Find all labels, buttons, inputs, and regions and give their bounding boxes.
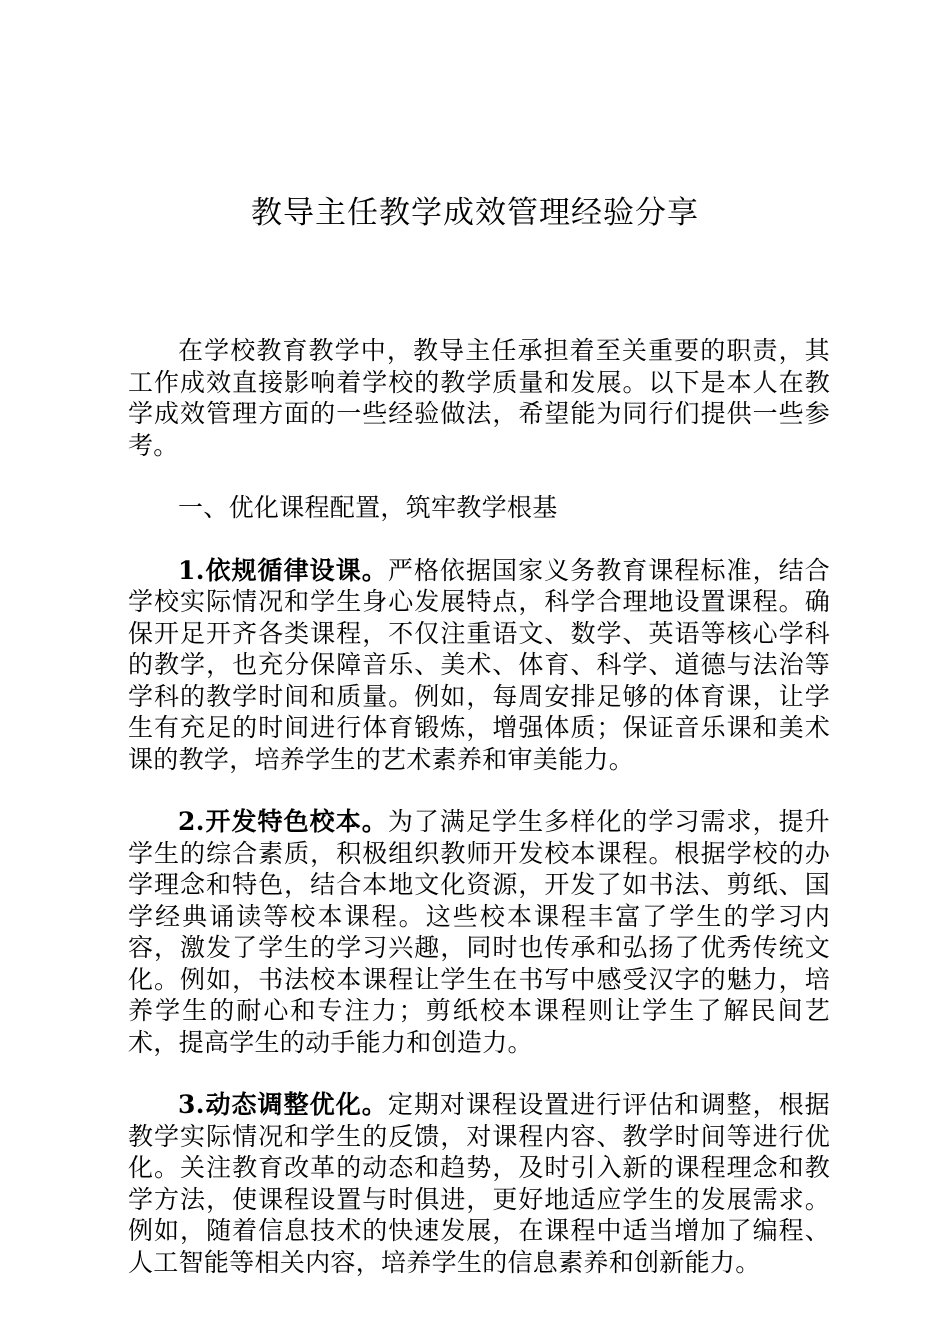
list-item [128, 806, 830, 1058]
item-text: 为了满足学生多样化的学习需求，提升学生的综合素质，积极组织教师开发校本课程。根据学校的办学理念和特色，结合本地文化资源，开发了如书法、剪纸、国学经典诵读等校本课程。这些校本课程丰富了学生的学习内容，激发了学生的学习兴趣，同时也传承和弘扬了优秀传统文化。例如，书法校本课程让学生在书写中感受汉字的魅力，培养学生的耐心和专注力；剪纸校本课程则让学生了解民间艺术，提高学生的动手能力和创造力。 [128, 807, 830, 1057]
list-item [128, 555, 830, 776]
item-lead: 1.依规循律设课。 [178, 555, 388, 585]
intro-paragraph: 在学校教育教学中，教导主任承担着至关重要的职责，其工作成效直接影响着学校的教学质量和发展。以下是本人在教学成效管理方面的一些经验做法，希望能为同行们提供一些参考。 [128, 336, 830, 460]
item-lead: 3.动态调整优化。 [178, 1090, 388, 1119]
section-heading: 一、优化课程配置，筑牢教学根基 [178, 493, 558, 522]
item-text: 定期对课程设置进行评估和调整，根据教学实际情况和学生的反馈，对课程内容、教学时间等进行优化。关注教育改革的动态和趋势，及时引入新的课程理念和教学方法，使课程设置与时俱进，更好地适应学生的发展需求。例如，随着信息技术的快速发展，在课程中适当增加了编程、人工智能等相关内容，培养学生的信息素养和创新能力。 [128, 1090, 830, 1277]
item-text: 严格依据国家义务教育课程标准，结合学校实际情况和学生身心发展特点，科学合理地设置课程。确保开足开齐各类课程，不仅注重语文、数学、英语等核心学科的教学，也充分保障音乐、美术、体育、科学、道德与法治等学科的教学时间和质量。例如，每周安排足够的体育课，让学生有充足的时间进行体育锻炼，增强体质；保证音乐课和美术课的教学，培养学生的艺术素养和审美能力。 [128, 555, 830, 774]
list-item [128, 1089, 830, 1278]
item-lead: 2.开发特色校本。 [178, 807, 388, 836]
document-title: 教导主任教学成效管理经验分享 [251, 194, 699, 231]
document-body [128, 335, 830, 1278]
